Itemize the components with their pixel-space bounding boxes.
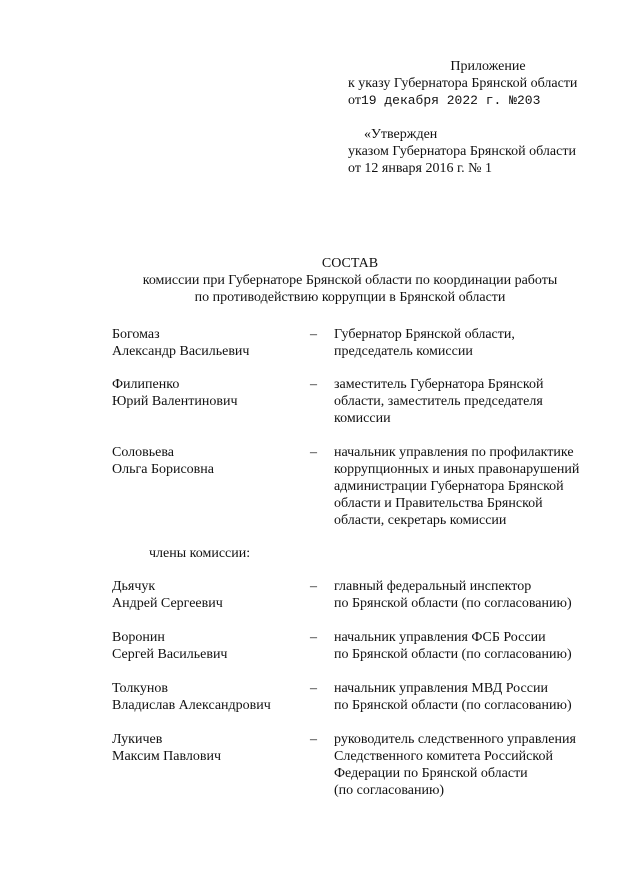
member-role: начальник управления ФСБ России по Брянской области (по согласованию) xyxy=(334,630,572,662)
member-name: Толкунов Владислав Александрович xyxy=(112,681,271,713)
appendix-date-stamp: 19 декабря 2022 г. №203 xyxy=(360,93,541,108)
separator-dash: – xyxy=(310,579,317,594)
approval-block xyxy=(348,126,628,177)
approval-label: «Утвержден xyxy=(364,127,438,142)
member-role: заместитель Губернатора Брянской области, заместитель председателя комиссии xyxy=(334,377,544,426)
separator-dash: – xyxy=(310,377,317,392)
appendix-date-prefix: от xyxy=(348,93,361,108)
member-name: Соловьева Ольга Борисовна xyxy=(112,445,214,477)
title-line-1: комиссии при Губернаторе Брянской области по координации работы xyxy=(142,273,558,288)
member-name: Лукичев Максим Павлович xyxy=(112,732,222,764)
separator-dash: – xyxy=(310,732,317,747)
appendix-label: Приложение xyxy=(450,59,526,74)
members-label: члены комиссии: xyxy=(149,546,251,561)
separator-dash: – xyxy=(310,681,317,696)
member-role: главный федеральный инспектор по Брянской области (по согласованию) xyxy=(334,579,572,611)
member-role: начальник управления МВД России по Брянской области (по согласованию) xyxy=(334,681,572,713)
appendix-decree-ref: к указу Губернатора Брянской области xyxy=(348,76,578,91)
title-heading: СОСТАВ xyxy=(321,256,379,271)
document-title xyxy=(0,255,640,306)
appendix-header xyxy=(348,58,628,109)
member-role: начальник управления по профилактике коррупционных и иных правонарушений администрации Губернатора Брянской области и Правительства Брянской области, секретарь комиссии xyxy=(334,445,580,528)
approval-date: от 12 января 2016 г. № 1 xyxy=(348,161,492,176)
separator-dash: – xyxy=(310,630,317,645)
title-line-2: по противодействию коррупции в Брянской области xyxy=(194,290,506,305)
member-name: Филипенко Юрий Валентинович xyxy=(112,377,238,409)
member-name: Богомаз Александр Васильевич xyxy=(112,327,250,359)
approval-decree-ref: указом Губернатора Брянской области xyxy=(348,144,576,159)
member-role: руководитель следственного управления Следственного комитета Российской Федерации по Брянской области (по согласованию) xyxy=(334,732,576,798)
appendix-date-line xyxy=(348,92,628,109)
separator-dash: – xyxy=(310,445,317,460)
member-name: Воронин Сергей Васильевич xyxy=(112,630,228,662)
member-role: Губернатор Брянской области, председатель комиссии xyxy=(334,327,515,359)
member-name: Дьячук Андрей Сергеевич xyxy=(112,579,223,611)
separator-dash: – xyxy=(310,327,317,342)
